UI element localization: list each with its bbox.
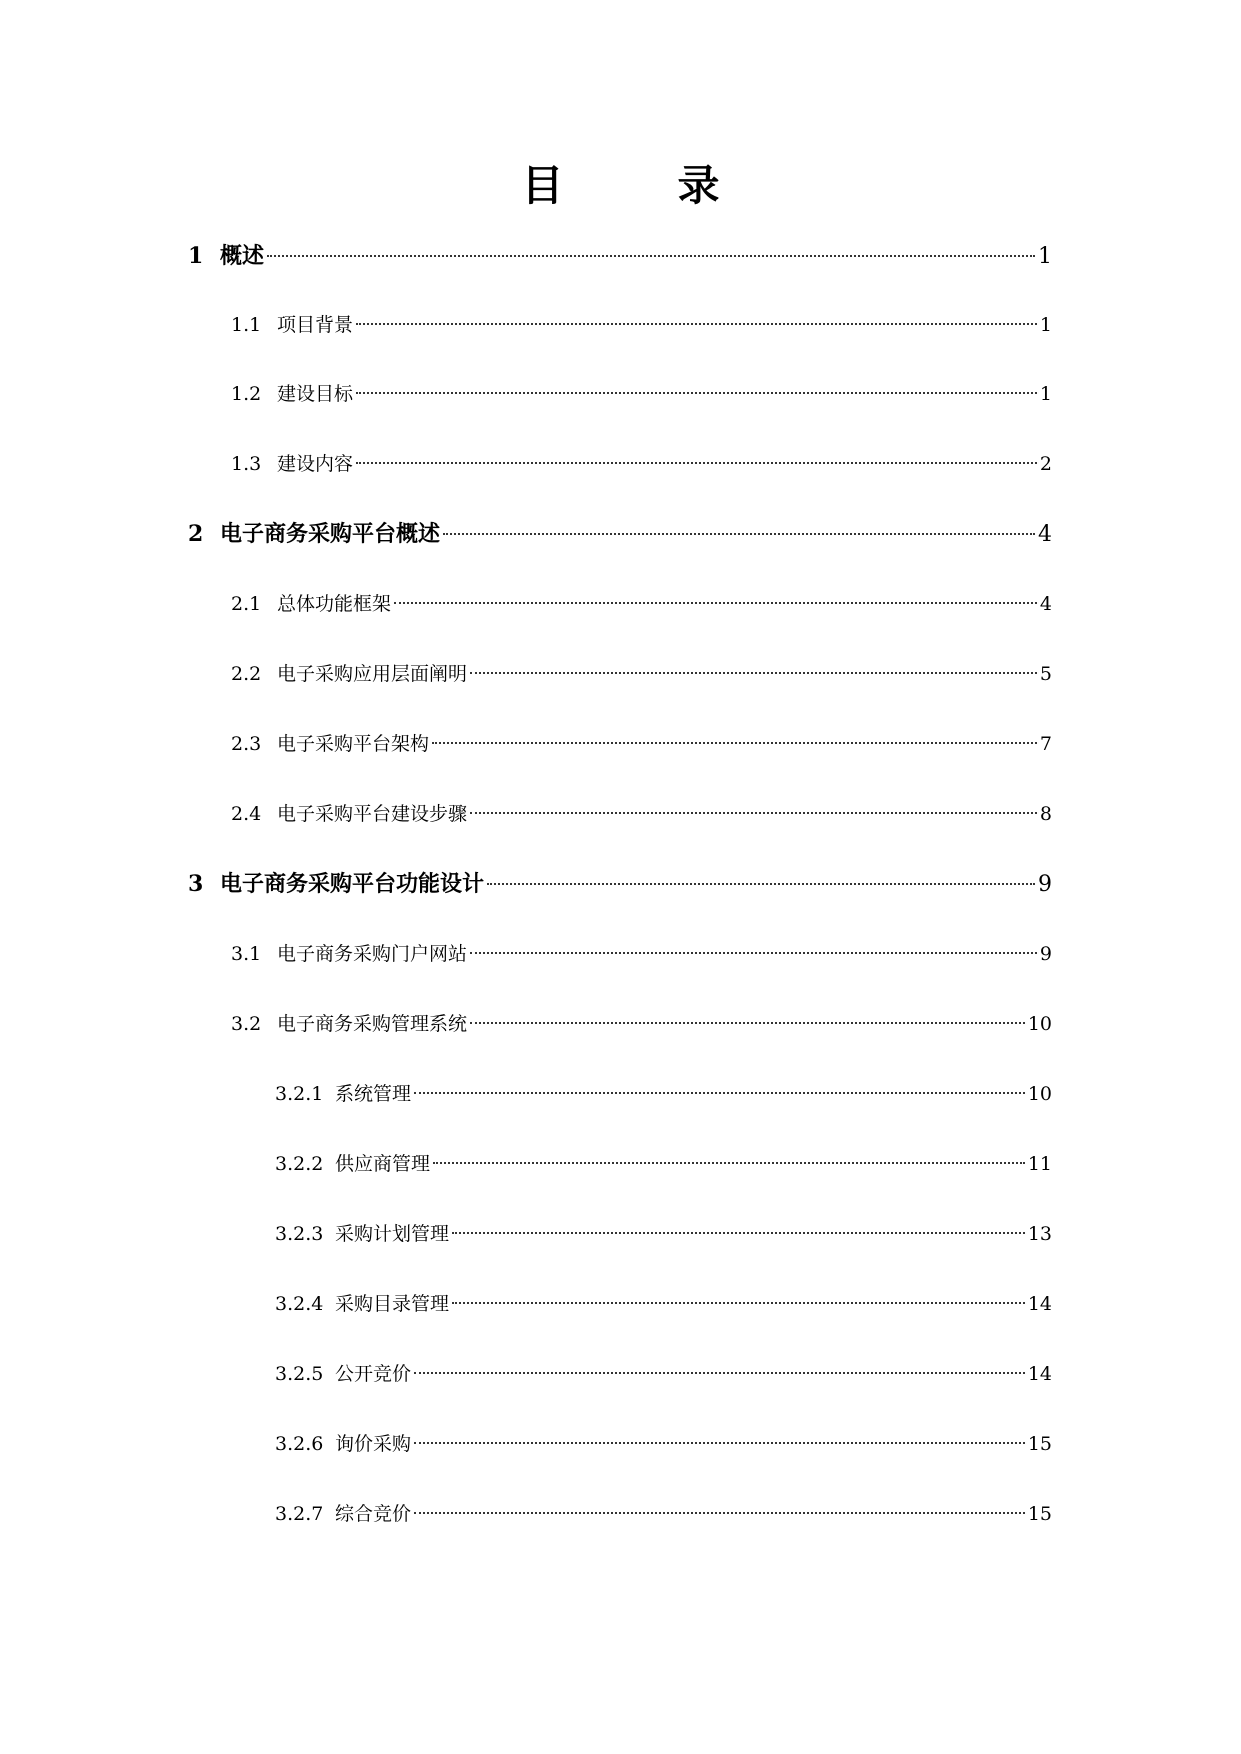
toc-entry-number: 1.1 — [231, 314, 262, 336]
toc-entry-title: 电子商务采购门户网站 — [277, 943, 468, 965]
toc-entry-number: 3.2.5 — [275, 1363, 324, 1385]
toc-entry-page: 15 — [1027, 1503, 1052, 1525]
toc-entry-page: 4 — [1038, 522, 1052, 547]
toc-entry-title: 公开竞价 — [335, 1363, 412, 1385]
toc-entry-3-2-5[interactable] — [275, 1359, 1052, 1389]
toc-entry-page: 1 — [1039, 383, 1052, 405]
toc-entry-title: 项目背景 — [277, 314, 354, 336]
page-title: 目 录 — [521, 161, 756, 210]
dot-leader — [470, 1022, 1025, 1024]
toc-entry-title: 供应商管理 — [335, 1153, 431, 1175]
toc-entry-title: 建设目标 — [277, 383, 354, 405]
toc-entry-number: 2.4 — [231, 803, 262, 825]
toc-entry-2-1[interactable] — [231, 589, 1052, 619]
toc-entry-page: 14 — [1027, 1363, 1052, 1385]
toc-entry-3-2-7[interactable] — [275, 1499, 1052, 1529]
toc-entry-2-4[interactable] — [231, 799, 1052, 829]
dot-leader — [452, 1232, 1025, 1234]
toc-entry-title: 电子商务采购管理系统 — [277, 1013, 468, 1035]
toc-entry-3-2-1[interactable] — [275, 1079, 1052, 1109]
toc-entry-3-2-2[interactable] — [275, 1149, 1052, 1179]
toc-entry-number: 2 — [188, 521, 204, 547]
dot-leader — [470, 672, 1037, 674]
toc-entry-page: 14 — [1027, 1293, 1052, 1315]
toc-entry-page: 5 — [1039, 663, 1052, 685]
dot-leader — [267, 255, 1035, 257]
toc-entry-title: 电子采购应用层面阐明 — [277, 663, 468, 685]
toc-entry-page: 8 — [1039, 803, 1052, 825]
toc-entry-1-2[interactable] — [231, 379, 1052, 409]
toc-entry-page: 13 — [1027, 1223, 1052, 1245]
dot-leader — [356, 392, 1037, 394]
toc-entry-number: 3.2.3 — [275, 1223, 324, 1245]
toc-entry-1-3[interactable] — [231, 449, 1052, 479]
toc-entry-number: 2.2 — [231, 663, 262, 685]
toc-entry-3-2-3[interactable] — [275, 1219, 1052, 1249]
dot-leader — [394, 602, 1037, 604]
toc-entry-number: 3.2 — [231, 1013, 262, 1035]
toc-entry-number: 1 — [188, 243, 204, 269]
toc-entry-3-2-4[interactable] — [275, 1289, 1052, 1319]
toc-entry-title: 综合竞价 — [335, 1503, 412, 1525]
toc-entry-number: 3 — [188, 871, 204, 897]
toc-entry-3-1[interactable] — [231, 939, 1052, 969]
toc-entry-number: 2.1 — [231, 593, 262, 615]
toc-entry-page: 9 — [1039, 943, 1052, 965]
toc-entry-page: 15 — [1027, 1433, 1052, 1455]
toc-entry-number: 3.2.7 — [275, 1503, 324, 1525]
toc-entry-page: 1 — [1038, 244, 1052, 269]
dot-leader — [356, 323, 1037, 325]
toc-entry-3-2[interactable] — [231, 1009, 1052, 1039]
dot-leader — [414, 1512, 1025, 1514]
toc-entry-number: 2.3 — [231, 733, 262, 755]
toc-entry-page: 10 — [1027, 1083, 1052, 1105]
toc-entry-title: 概述 — [220, 243, 265, 269]
toc-entry-number: 3.2.4 — [275, 1293, 324, 1315]
toc-entry-title: 系统管理 — [335, 1083, 412, 1105]
toc-entry-title: 总体功能框架 — [277, 593, 392, 615]
toc-entry-2-2[interactable] — [231, 659, 1052, 689]
dot-leader — [356, 462, 1037, 464]
toc-entry-number: 3.2.1 — [275, 1083, 324, 1105]
dot-leader — [452, 1302, 1025, 1304]
toc-entry-1-1[interactable] — [231, 310, 1052, 340]
toc-entry-title: 采购计划管理 — [335, 1223, 450, 1245]
toc-entry-chapter-1[interactable] — [188, 241, 1052, 271]
dot-leader — [470, 952, 1037, 954]
dot-leader — [487, 883, 1035, 885]
toc-entry-title: 采购目录管理 — [335, 1293, 450, 1315]
toc-entry-page: 2 — [1039, 453, 1052, 475]
toc-entry-number: 3.2.2 — [275, 1153, 324, 1175]
toc-entry-page: 11 — [1027, 1153, 1052, 1175]
toc-entry-page: 9 — [1038, 872, 1052, 897]
toc-entry-title: 询价采购 — [335, 1433, 412, 1455]
toc-entry-number: 1.2 — [231, 383, 262, 405]
toc-entry-chapter-2[interactable] — [188, 519, 1052, 549]
toc-entry-title: 电子商务采购平台功能设计 — [220, 871, 485, 897]
toc-entry-title: 电子商务采购平台概述 — [220, 521, 441, 547]
dot-leader — [470, 812, 1037, 814]
dot-leader — [414, 1442, 1025, 1444]
dot-leader — [443, 533, 1035, 535]
dot-leader — [414, 1092, 1025, 1094]
toc-entry-chapter-3[interactable] — [188, 869, 1052, 899]
dot-leader — [433, 1162, 1025, 1164]
toc-entry-title: 电子采购平台建设步骤 — [277, 803, 468, 825]
toc-entry-page: 7 — [1039, 733, 1052, 755]
toc-entry-page: 1 — [1039, 314, 1052, 336]
toc-entry-page: 10 — [1027, 1013, 1052, 1035]
toc-entry-page: 4 — [1039, 593, 1052, 615]
toc-entry-title: 建设内容 — [277, 453, 354, 475]
toc-entry-number: 3.1 — [231, 943, 262, 965]
toc-entry-2-3[interactable] — [231, 729, 1052, 759]
toc-entry-number: 3.2.6 — [275, 1433, 324, 1455]
toc-entry-title: 电子采购平台架构 — [277, 733, 430, 755]
dot-leader — [414, 1372, 1025, 1374]
toc-entry-3-2-6[interactable] — [275, 1429, 1052, 1459]
toc-entry-number: 1.3 — [231, 453, 262, 475]
dot-leader — [432, 742, 1037, 744]
